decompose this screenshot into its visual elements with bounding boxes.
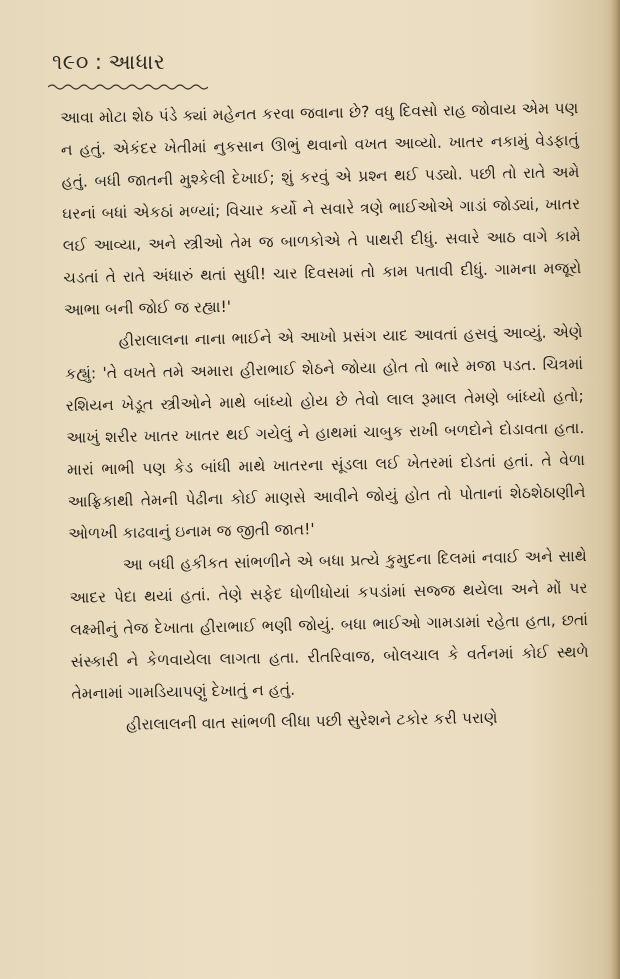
page-edge-shadow: [610, 0, 620, 979]
paragraph: આ બધી હકીકત સાંભળીને એ બધા પ્રત્યે કુમુદના દિલમાં નવાઈ અને સાથે આદર પેદા થયાં હતાં. તેણે સફેદ ધોળીધોયાં કપડાંમાં સજ્જ થયેલા અને મોં પર લક્ષ્મીનું તેજ દેખાતા હીરાભાઈ ભણી જોયું. બધા ભાઈઓ ગામડામાં રહેતા હતા, છતાં સંસ્કારી ને કેળવાયેલા લાગતા હતા. રીતરિવાજ, બોલચાલ કે વર્તનમાં કોઈ સ્થળે તેમનામાં ગામડિયાપણું દેખાતું ન હતું.: [69, 546, 589, 703]
book-title: આધાર: [108, 50, 166, 74]
page-number: ૧૯૦: [52, 50, 89, 74]
running-header: [52, 50, 165, 75]
header-wavy-underline: [48, 82, 208, 92]
header-separator: :: [94, 50, 103, 74]
paragraph: હીરાલાલના નાના ભાઈને એ આખો પ્રસંગ યાદ આવતાં હસવું આવ્યું. એણે કહ્યું: 'તે વખતે તમે અમારા હીરાભાઈ શેઠને જોયા હોત તો ભારે મજા પડત. ચિત્રમાં રશિયન ખેડૂત સ્ત્રીઓને માથે બાંધ્યો હોય છે તેવો લાલ રૂમાલ તેમણે બાંધ્યો હતો; આખું શરીર ખાતર ખાતર થઈ ગયેલું ને હાથમાં ચાબુક રાખી બળદોને દોડાવતા હતા. મારાં ભાભી પણ કેડ બાંધી માથે ખાતરના સૂંડલા લઈ ખેતરમાં દોડતાં હતાં. તે વેળા આફ્રિકાથી તેમની પેઢીના કોઈ માણસે આવીને જોયું હોત તો પોતાનાં શેઠશેઠાણીને ઓળખી કાઢવાનું ઇનામ જ જીતી જાત!': [65, 323, 586, 543]
paragraph: આવા મોટા શેઠ પંડે ક્યાં મહેનત કરવા જવાના છે? વધુ દિવસો રાહ જોવાય એમ પણ ન હતું. એકંદર ખેતીમાં નુકસાન ઊભું થવાનો વખત આવ્યો. ખાતર નકામું વેડફાતું હતું. બધી જાતની મુશ્કેલી દેખાઈ; શું કરવું એ પ્રશ્ન થઈ પડ્યો. પછી તો રાતે અમે ઘરનાં બધાં એકઠાં મળ્યાં; વિચાર કર્યો ને સવારે ત્રણે ભાઈઓએ ગાડાં જોડ્યાં, ખાતર લઈ આવ્યા, અને સ્ત્રીઓ તેમ જ બાળકોએ તે પાથરી દીધું. સવારે આઠ વાગે કામે ચડતાં તે રાતે અંધારું થતાં સુધી! ચાર દિવસમાં તો કામ પતાવી દીધું. ગામના મજૂરો આભા બની જોઈ જ રહ્યા!': [60, 99, 582, 319]
body-text: [60, 92, 594, 962]
paragraph: હીરાલાલની વાત સાંભળી લીધા પછી સુરેશને ટકોર કરી પરાણે: [125, 708, 498, 734]
